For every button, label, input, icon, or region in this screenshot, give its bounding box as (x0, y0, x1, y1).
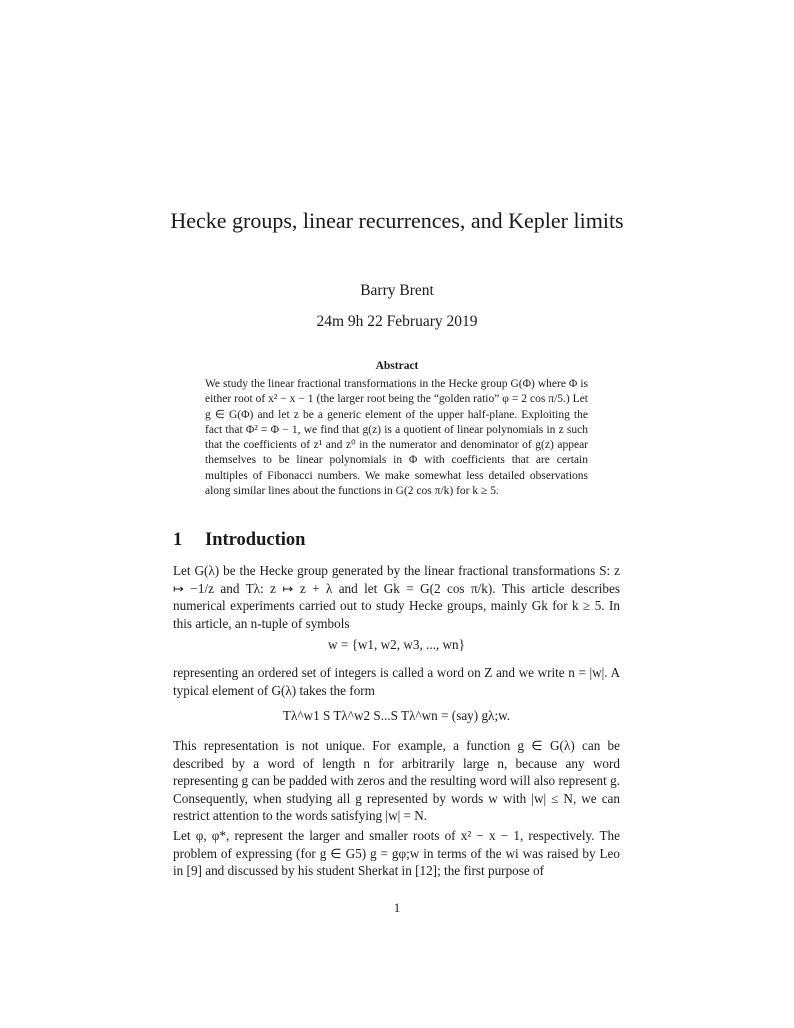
section-heading (173, 530, 305, 551)
paper-date: 24m 9h 22 February 2019 (316, 313, 478, 330)
section-title: Introduction (205, 530, 306, 550)
paragraph-2: representing an ordered set of integers is called a word on Z and we write n = |w|. A typical element of G(λ) takes the form (173, 665, 620, 698)
paragraph-1: Let G(λ) be the Hecke group generated by the linear fractional transformations S: z ↦ −1/z and Tλ: z ↦ z + λ and let Gk = G(2 cos π/k). This article describes numerical experiments carried out to study Hecke groups, mainly Gk for k ≥ 5. In this article, an n-tuple of symbols (173, 563, 620, 631)
page-number: 1 (393, 900, 401, 915)
paper-title: Hecke groups, linear recurrences, and Kepler limits (170, 208, 624, 233)
paragraph-4: Let φ, φ*, represent the larger and smaller roots of x² − x − 1, respectively. The problem of expressing (for g ∈ G5) g = gφ;w in terms of the wi was raised by Leo in [9] and discussed by his student Sherkat in [12]; the first purpose of (173, 828, 620, 879)
author-name: Barry Brent (360, 282, 434, 299)
abstract-text: We study the linear fractional transformations in the Hecke group G(Φ) where Φ is either root of x² − x − 1 (the larger root being the “golden ratio” φ = 2 cos π/5.) Let g ∈ G(Φ) and let z be a generic element of the upper half-plane. Exploiting the fact that Φ² = Φ − 1, we find that g(z) is a quotient of linear polynomials in z such that the coefficients of z¹ and z⁰ in the numerator and denominator of g(z) appear themselves to be linear polynomials in Φ with coefficients that are certain multiples of Fibonacci numbers. We make somewhat less detailed observations along similar lines about the functions in G(2 cos π/k) for k ≥ 5. (205, 378, 588, 498)
abstract-heading: Abstract (375, 360, 419, 372)
abstract-body (205, 377, 588, 499)
equation-word: w = {w1, w2, w3, ..., wn} (328, 637, 465, 652)
equation-element: Tλ^w1 S Tλ^w2 S...S Tλ^wn = (say) gλ;w. (282, 708, 511, 723)
section-number: 1 (173, 530, 183, 550)
paragraph-3: This representation is not unique. For example, a function g ∈ G(λ) can be described by a word of length n for arbitrarily large n, because any word representing g can be padded with zeros and the resulting word will also represent g. Consequently, when studying all g represented by words w with |w| ≤ N, we can restrict attention to the words satisfying |w| = N. (173, 738, 620, 824)
